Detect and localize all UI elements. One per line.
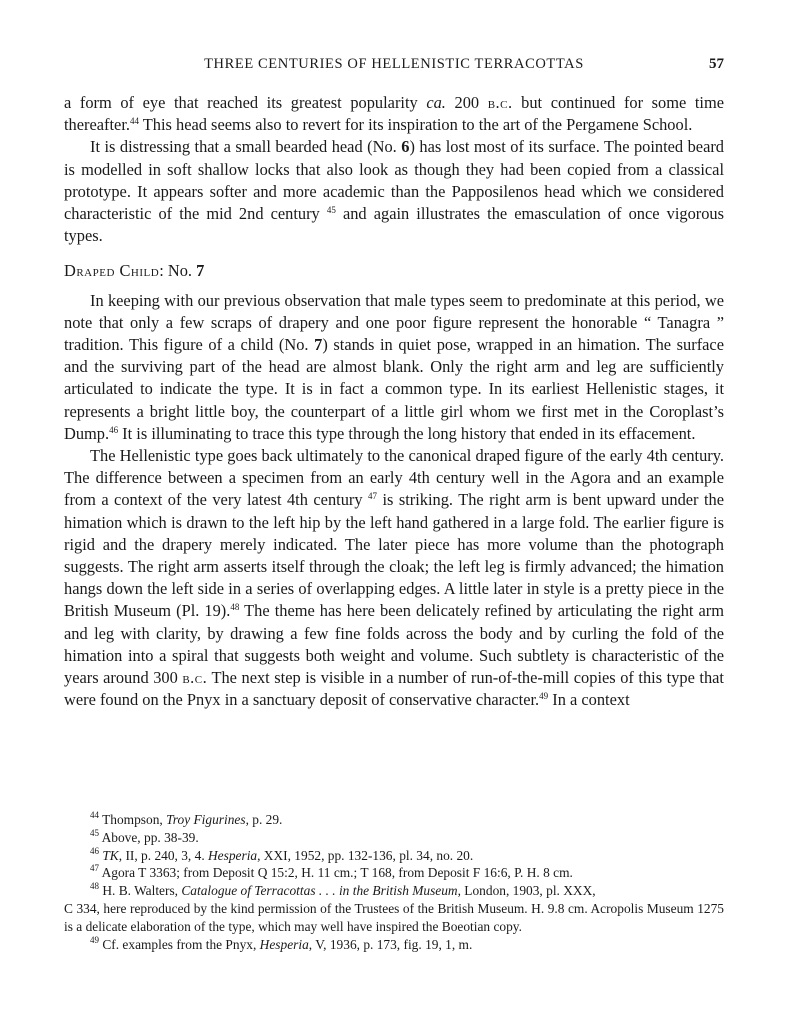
text-run-italic: Catalogue of Terracottas . . . in the British Museum	[181, 883, 458, 899]
page-number: 57	[709, 56, 724, 72]
text-run: In a context	[548, 690, 630, 710]
page-header	[64, 56, 724, 78]
section-heading-sep: : No.	[159, 261, 197, 281]
catalogue-number: 7	[314, 335, 323, 355]
text-run: , p. 29.	[245, 812, 283, 827]
footnote-49	[64, 936, 724, 954]
text-run: a form of eye that reached its greatest popularity	[64, 93, 427, 112]
text-run-italic: Troy Figurines	[166, 812, 246, 827]
text-run-italic: TK	[102, 847, 119, 863]
footnote-46	[64, 847, 724, 865]
footnote-ref-49[interactable]: 49	[539, 691, 549, 702]
text-run: and again illustrates the emasculation of once vigorous types.	[64, 204, 724, 246]
footnote-number: 47	[90, 863, 99, 874]
footnote-48-continued	[64, 900, 724, 936]
text-run: It is illuminating to trace this type through the long history that ended in its effacement.	[118, 423, 696, 443]
paragraph-4	[64, 445, 724, 711]
text-run: ) stands in quiet pose, wrapped in an himation. The surface and the surviving part of the head are almost blank. Only the right arm and leg are sufficiently articulated to indicate the type. It is in fact a common type. In its earliest Hellenistic stages, it represents a bright little boy, the counterpart of a little girl whom we first met in the Coroplast’s Dump.	[64, 335, 724, 443]
footnote-48	[64, 882, 724, 900]
text-run: , London, 1903, pl. XXX,	[457, 883, 596, 899]
paragraph-1	[64, 92, 724, 136]
footnote-ref-47[interactable]: 47	[368, 491, 377, 502]
text-run: Cf. examples from the Pnyx,	[99, 936, 260, 952]
text-run: H. B. Walters,	[99, 883, 182, 899]
footnote-number: 48	[90, 881, 99, 892]
text-run-italic: Hesperia	[259, 936, 309, 952]
era-abbreviation: b.c.	[487, 93, 513, 112]
text-run-italic: Hesperia	[208, 847, 258, 863]
text-run: The next step is visible in a number of run-of-the-mill copies of this type that were found on the Pnyx in a sanctuary deposit of conservative character.	[64, 668, 724, 710]
footnote-ref-48[interactable]: 48	[230, 602, 240, 613]
paragraph-2	[64, 136, 724, 247]
text-run: It is distressing that a small bearded head (No.	[90, 137, 402, 157]
text-run: This head seems also to revert for its inspiration to the art of the Pergamene School.	[138, 115, 693, 135]
paragraph-3	[64, 290, 724, 445]
text-run: , II, p. 240, 3, 4.	[118, 847, 209, 863]
footnote-number: 49	[90, 934, 99, 945]
footnote-number: 45	[90, 827, 99, 838]
main-text	[64, 92, 724, 711]
footnote-47	[64, 864, 724, 882]
footnote-ref-44[interactable]: 44	[129, 116, 139, 127]
text-run: but continued for some time thereafter.	[64, 93, 724, 135]
text-run: 200	[445, 93, 488, 112]
text-run: ) has lost most of its surface. The pointed beard is modelled in soft shallow locks that also look as though they had been copied from a classical prototype. It appears softer and more academic than the Papposilenos head which we considered characteristic of the mid 2nd century	[64, 137, 725, 224]
text-run: Above, pp. 38-39.	[99, 829, 199, 845]
footnote-45	[64, 829, 724, 847]
running-title: THREE CENTURIES OF HELLENISTIC TERRACOTTAS	[204, 56, 584, 72]
section-heading-label: Draped Child	[64, 261, 160, 281]
catalogue-number: 6	[401, 137, 410, 157]
text-run: In keeping with our previous observation that male types seem to predominate at this period, we note that only a few scraps of drapery and one poor figure represent the honorable “ Tanagra ” tradition. This figure of a child (No.	[64, 290, 724, 355]
footnote-number: 44	[90, 810, 99, 820]
text-run: , XXI, 1952, pp. 132-136, pl. 34, no. 20.	[257, 847, 474, 863]
text-run: C 334, here reproduced by the kind permission of the Trustees of the British Museum. H. 9.8 cm. Acropolis Museum 1275 is a delicate elaboration of the type, which may well have inspired the Boeotian copy.	[64, 900, 724, 934]
text-run: Agora T 3363; from Deposit Q 15:2, H. 11 cm.; T 168, from Deposit F 16:6, P. H. 8 cm.	[99, 865, 573, 881]
section-heading	[64, 260, 724, 282]
text-run: The Hellenistic type goes back ultimately to the canonical draped figure of the early 4th century. The difference between a specimen from an early 4th century well in the Agora and an example from a context of the very latest 4th century	[64, 446, 724, 510]
footnote-44	[64, 811, 724, 829]
text-run: Thompson,	[99, 812, 167, 827]
text-run: is striking. The right arm is bent upward under the himation which is drawn to the left hip by the left hand gathered in a large fold. The earlier figure is rigid and the drapery merely indicated. The later piece has more volume than the photograph suggests. The right arm asserts itself through the cloak; the left leg is firmly advanced; the himation hangs down the left side in a series of overlapping edges. A little later in style is a pretty piece in the British Museum (Pl. 19).	[64, 490, 724, 621]
footnote-ref-46[interactable]: 46	[109, 424, 119, 435]
text-run-italic: ca.	[426, 93, 446, 112]
footnotes	[64, 811, 724, 953]
footnote-number: 46	[90, 845, 99, 856]
text-run: , V, 1936, p. 173, fig. 19, 1, m.	[308, 936, 473, 952]
text-run: The theme has here been delicately refined by articulating the right arm and leg with clarity, by drawing a few fine folds across the body and by curling the fold of the himation into a spiral that suggests both weight and volume. Such subtlety is characteristic of the years around 300	[64, 601, 724, 688]
section-heading-number: 7	[196, 261, 205, 281]
footnote-ref-45[interactable]: 45	[326, 205, 336, 216]
era-abbreviation: b.c.	[182, 668, 208, 688]
